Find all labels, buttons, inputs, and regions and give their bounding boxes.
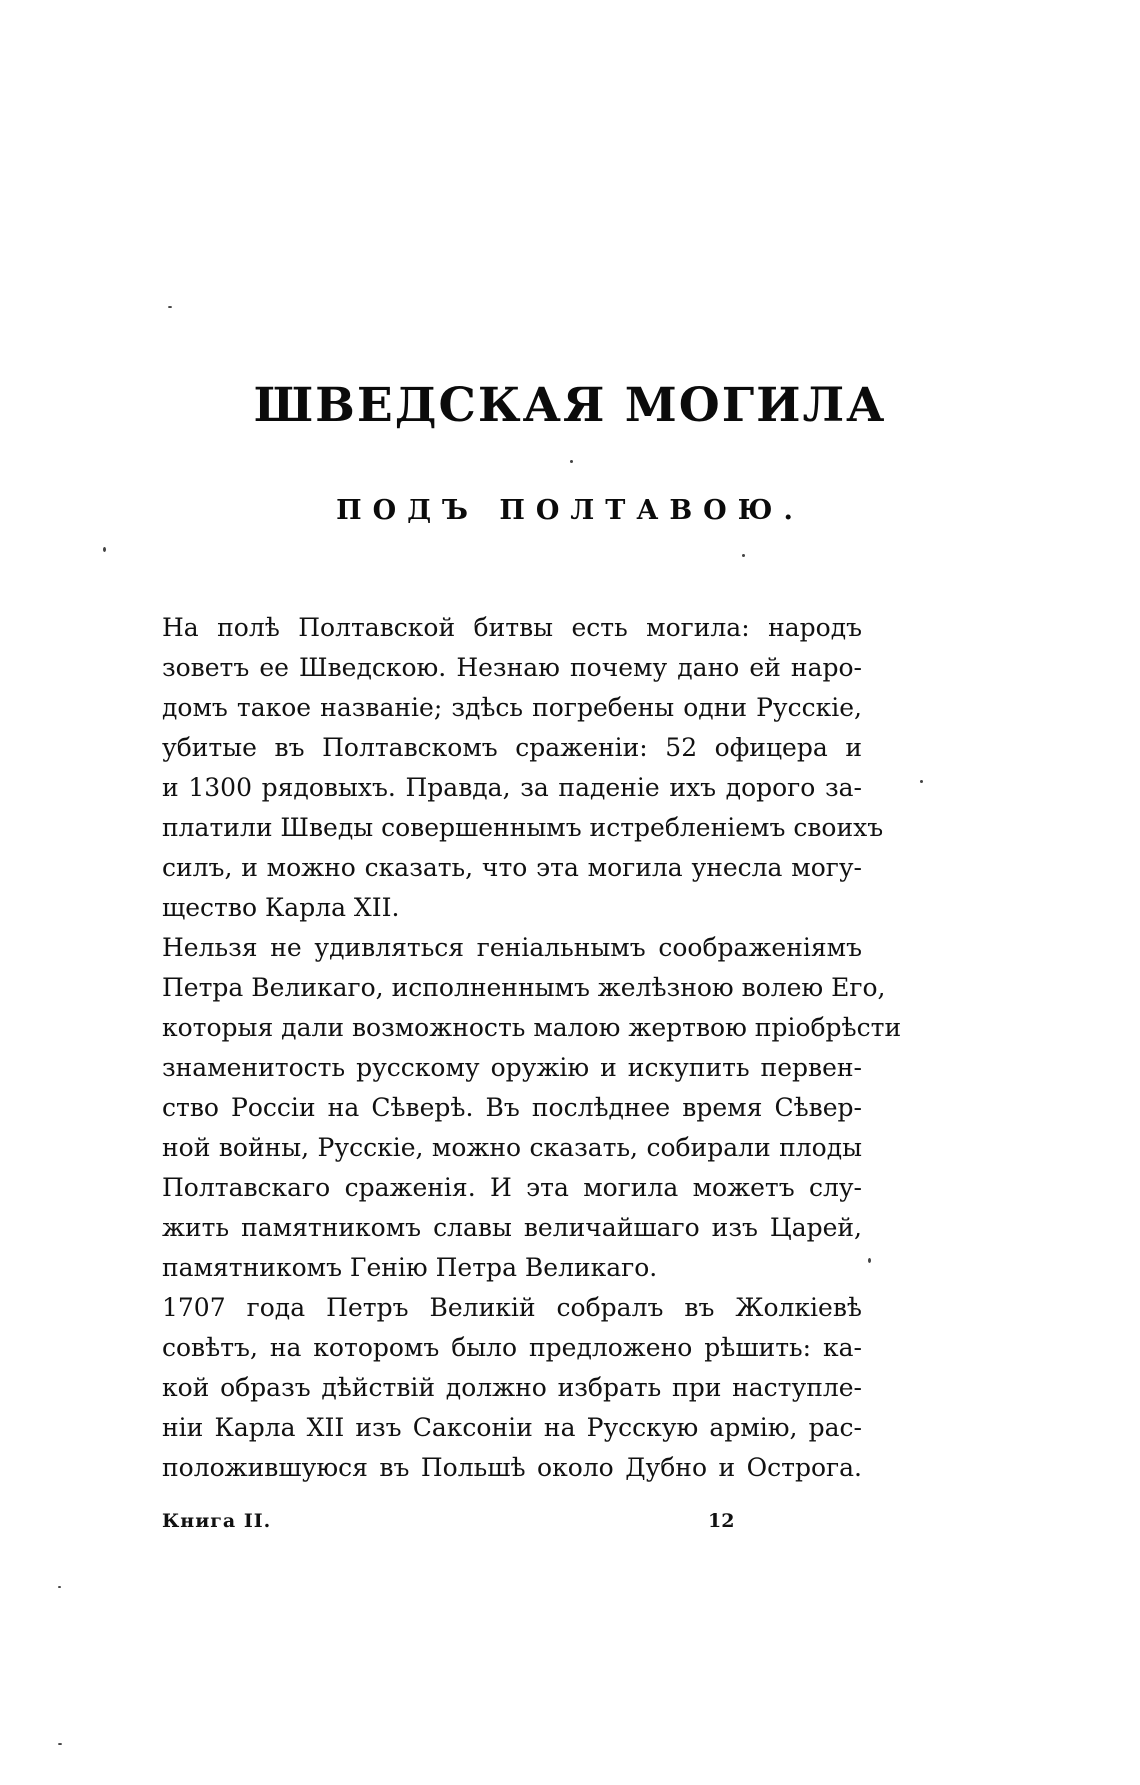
scan-speck (103, 547, 106, 552)
scan-speck (58, 1743, 62, 1745)
text-line: жить памятникомъ славы величайшаго изъ Царей, (162, 1213, 862, 1242)
text-line: домъ такое названіе; здѣсь погребены одни Русскіе, (162, 693, 862, 722)
text-line: Полтавскаго сраженія. И эта могила можетъ слу- (162, 1173, 862, 1202)
text-line: совѣтъ, на которомъ было предложено рѣшить: ка- (162, 1333, 862, 1362)
page-title: ШВЕДСКАЯ МОГИЛА (253, 378, 887, 433)
body-text (162, 608, 902, 1488)
text-line: убитые въ Полтавскомъ сраженіи: 52 офицера и (162, 733, 862, 762)
scan-speck (58, 1586, 61, 1588)
text-line: ство Россіи на Сѣверѣ. Въ послѣднее время Сѣвер- (162, 1093, 862, 1122)
text-line: кой образъ дѣйствій должно избрать при наступле- (162, 1373, 862, 1402)
paragraph (162, 608, 884, 928)
text-line: 1707 года Петръ Великій собралъ въ Жолкіевѣ (162, 1293, 862, 1322)
scan-speck (742, 554, 745, 557)
text-line: которыя дали возможность малою жертвою пріобрѣсти (162, 1013, 902, 1042)
page-footer (162, 1510, 862, 1540)
text-line: Петра Великаго, исполненнымъ желѣзною волею Его, (162, 973, 886, 1002)
text-line: зоветъ ее Шведскою. Незнаю почему дано ей наро- (162, 653, 862, 682)
text-line: Ha полѣ Полтавской битвы есть могила: народъ (162, 613, 862, 642)
paragraph (162, 1288, 862, 1488)
text-line: и 1300 рядовыхъ. Правда, за паденіе ихъ дорого за- (162, 773, 862, 802)
text-line: ной войны, Русскіе, можно сказать, собирали плоды (162, 1133, 862, 1162)
paragraph (162, 928, 902, 1288)
text-line: Нельзя не удивляться геніальнымъ соображеніямъ (162, 933, 862, 962)
scan-speck (570, 460, 573, 463)
page-number: 12 (708, 1510, 735, 1532)
scan-speck (168, 306, 172, 308)
text-line: положившуюся въ Польшѣ около Дубно и Острога. (162, 1453, 862, 1482)
page-subtitle: ПОДЪ ПОЛТАВОЮ. (336, 495, 804, 526)
text-line: платили Шведы совершеннымъ истребленіемъ своихъ (162, 813, 884, 842)
text-line: памятникомъ Генію Петра Великаго. (162, 1253, 658, 1282)
text-line: знаменитость русскому оружію и искупить первен- (162, 1053, 862, 1082)
text-line: щество Карла XII. (162, 893, 400, 922)
signature-mark: Книга II. (162, 1510, 272, 1532)
text-line: силъ, и можно сказать, что эта могила унесла могу- (162, 853, 862, 882)
scan-speck (868, 1258, 871, 1263)
scan-speck (920, 780, 923, 783)
text-line: ніи Карла XII изъ Саксоніи на Русскую армію, рас- (162, 1413, 862, 1442)
